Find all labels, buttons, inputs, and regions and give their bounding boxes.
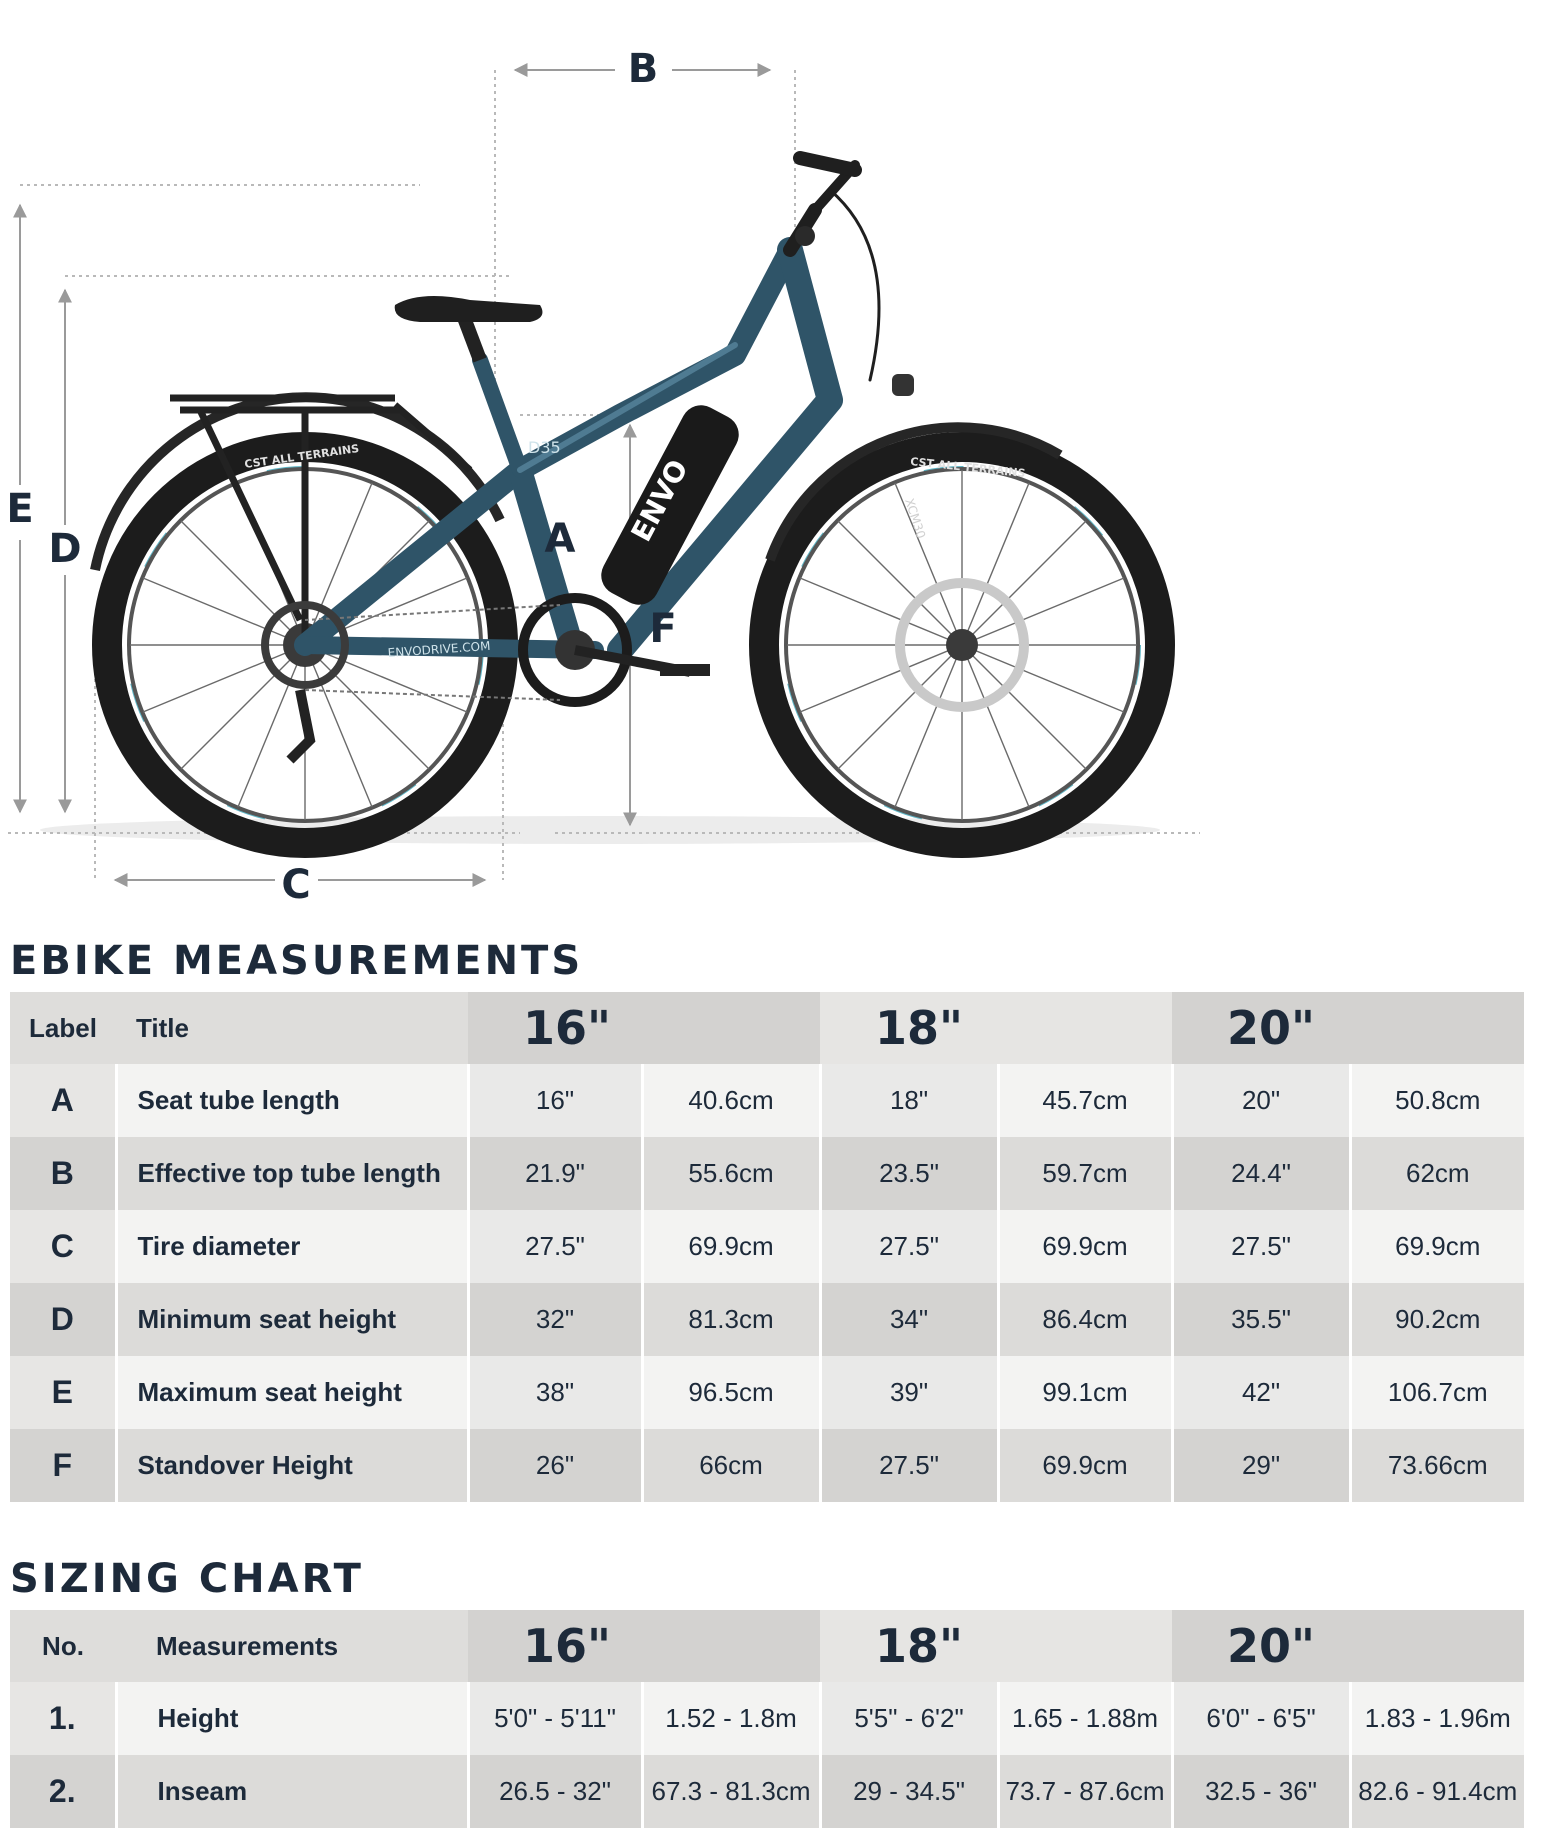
- row-label: F: [10, 1429, 116, 1502]
- value-18-in: 23.5": [820, 1137, 998, 1210]
- row-number: 2.: [10, 1755, 116, 1828]
- measurements-table: [10, 992, 1524, 1502]
- value-18-cm: 99.1cm: [998, 1356, 1172, 1429]
- value-16-cm: 55.6cm: [642, 1137, 820, 1210]
- header-size-18: 18": [820, 992, 1172, 1064]
- table-row: [10, 1682, 1524, 1755]
- value-18-cm: 59.7cm: [998, 1137, 1172, 1210]
- front-wheel: [764, 447, 1160, 843]
- value-20-cm: 69.9cm: [1350, 1210, 1524, 1283]
- value-16-cm: 69.9cm: [642, 1210, 820, 1283]
- downtube-text: ENVODRIVE.COM: [387, 638, 491, 660]
- value-18-in: 18": [820, 1064, 998, 1137]
- row-title: Tire diameter: [116, 1210, 468, 1283]
- value-20-metric: 1.83 - 1.96m: [1350, 1682, 1524, 1755]
- table-row: [10, 1429, 1524, 1502]
- display-console: [795, 226, 815, 246]
- header-title: Title: [116, 992, 468, 1064]
- sizing-heading: SIZING CHART: [10, 1556, 364, 1602]
- row-label: B: [10, 1137, 116, 1210]
- row-label: D: [10, 1283, 116, 1356]
- value-20-metric: 82.6 - 91.4cm: [1350, 1755, 1524, 1828]
- dimension-label-c: C: [281, 862, 311, 900]
- sizing-table: [10, 1610, 1524, 1828]
- row-measurement: Inseam: [116, 1755, 468, 1828]
- row-measurement: Height: [116, 1682, 468, 1755]
- row-title: Seat tube length: [116, 1064, 468, 1137]
- row-label: C: [10, 1210, 116, 1283]
- bike-illustration: [0, 0, 1544, 900]
- dimension-label-e: E: [6, 486, 34, 532]
- header-size-16: 16": [468, 992, 820, 1064]
- header-size-20: 20": [1172, 992, 1524, 1064]
- value-18-cm: 69.9cm: [998, 1210, 1172, 1283]
- value-16-in: 21.9": [468, 1137, 642, 1210]
- value-16-cm: 40.6cm: [642, 1064, 820, 1137]
- value-20-cm: 62cm: [1350, 1137, 1524, 1210]
- value-20-cm: 50.8cm: [1350, 1064, 1524, 1137]
- row-title: Maximum seat height: [116, 1356, 468, 1429]
- value-20-in: 42": [1172, 1356, 1350, 1429]
- table-header-row: [10, 1610, 1524, 1682]
- row-number: 1.: [10, 1682, 116, 1755]
- value-18-in: 39": [820, 1356, 998, 1429]
- header-number: No.: [10, 1610, 116, 1682]
- value-20-cm: 106.7cm: [1350, 1356, 1524, 1429]
- value-16-imperial: 5'0" - 5'11": [468, 1682, 642, 1755]
- dimension-label-a: A: [544, 516, 576, 562]
- table-row: [10, 1356, 1524, 1429]
- value-16-cm: 96.5cm: [642, 1356, 820, 1429]
- headlight: [892, 374, 914, 396]
- value-18-cm: 86.4cm: [998, 1283, 1172, 1356]
- table-row: [10, 1283, 1524, 1356]
- value-18-in: 34": [820, 1283, 998, 1356]
- dimension-label-b: B: [627, 46, 659, 92]
- row-title: Effective top tube length: [116, 1137, 468, 1210]
- value-20-in: 20": [1172, 1064, 1350, 1137]
- dimension-label-d: D: [48, 526, 82, 572]
- value-18-imperial: 5'5" - 6'2": [820, 1682, 998, 1755]
- value-18-cm: 69.9cm: [998, 1429, 1172, 1502]
- row-label: A: [10, 1064, 116, 1137]
- header-size-16: 16": [468, 1610, 820, 1682]
- row-label: E: [10, 1356, 116, 1429]
- value-18-metric: 1.65 - 1.88m: [998, 1682, 1172, 1755]
- value-16-in: 27.5": [468, 1210, 642, 1283]
- table-header-row: [10, 992, 1524, 1064]
- measurements-heading: EBIKE MEASUREMENTS: [10, 938, 584, 984]
- rear-tire-text: CST ALL TERRAINS: [243, 442, 360, 471]
- value-18-cm: 45.7cm: [998, 1064, 1172, 1137]
- value-16-in: 16": [468, 1064, 642, 1137]
- value-18-metric: 73.7 - 87.6cm: [998, 1755, 1172, 1828]
- row-title: Standover Height: [116, 1429, 468, 1502]
- value-16-in: 26": [468, 1429, 642, 1502]
- saddle: [395, 296, 543, 360]
- value-16-metric: 1.52 - 1.8m: [642, 1682, 820, 1755]
- front-tire-text: CST ALL TERRAINS: [909, 455, 1027, 481]
- bike-geometry-diagram: [0, 0, 1544, 900]
- value-20-cm: 90.2cm: [1350, 1283, 1524, 1356]
- header-label: Label: [10, 992, 116, 1064]
- value-16-cm: 81.3cm: [642, 1283, 820, 1356]
- value-20-in: 35.5": [1172, 1283, 1350, 1356]
- value-20-imperial: 6'0" - 6'5": [1172, 1682, 1350, 1755]
- value-20-in: 29": [1172, 1429, 1350, 1502]
- value-20-in: 24.4": [1172, 1137, 1350, 1210]
- value-16-imperial: 26.5 - 32": [468, 1755, 642, 1828]
- table-row: [10, 1137, 1524, 1210]
- frame-model-text: D35: [528, 438, 561, 457]
- value-16-metric: 67.3 - 81.3cm: [642, 1755, 820, 1828]
- header-measurements: Measurements: [116, 1610, 468, 1682]
- battery-brand-text: ENVO: [624, 454, 695, 547]
- value-20-imperial: 32.5 - 36": [1172, 1755, 1350, 1828]
- fork-text: XCM30: [902, 496, 929, 541]
- header-size-18: 18": [820, 1610, 1172, 1682]
- value-16-in: 32": [468, 1283, 642, 1356]
- table-row: [10, 1064, 1524, 1137]
- dimension-label-f: F: [649, 606, 677, 652]
- value-16-cm: 66cm: [642, 1429, 820, 1502]
- value-20-cm: 73.66cm: [1350, 1429, 1524, 1502]
- row-title: Minimum seat height: [116, 1283, 468, 1356]
- value-18-in: 27.5": [820, 1210, 998, 1283]
- value-20-in: 27.5": [1172, 1210, 1350, 1283]
- header-size-20: 20": [1172, 1610, 1524, 1682]
- value-16-in: 38": [468, 1356, 642, 1429]
- value-18-in: 27.5": [820, 1429, 998, 1502]
- value-18-imperial: 29 - 34.5": [820, 1755, 998, 1828]
- table-row: [10, 1210, 1524, 1283]
- table-row: [10, 1755, 1524, 1828]
